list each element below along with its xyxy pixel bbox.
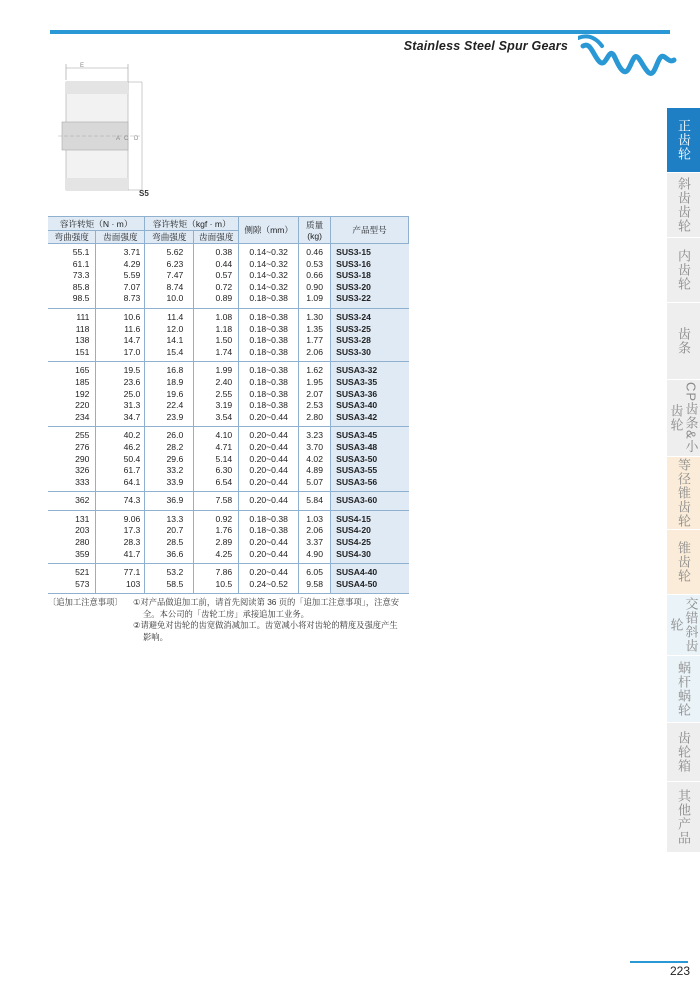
table-cell: 23.6 — [96, 377, 145, 389]
table-row — [48, 537, 409, 549]
gear-logo-icon — [578, 30, 678, 86]
table-row — [48, 442, 409, 454]
model-cell: SUSA3-42 — [331, 412, 409, 427]
table-cell: 1.95 — [299, 377, 331, 389]
model-cell: SUS4-20 — [331, 525, 409, 537]
table-cell: 1.62 — [299, 362, 331, 377]
table-cell: 203 — [75, 525, 90, 536]
table-cell: 4.29 — [96, 259, 145, 271]
table-row — [48, 335, 409, 347]
table-cell: 17.0 — [96, 347, 145, 362]
table-group — [48, 362, 409, 427]
side-tab-8[interactable] — [667, 656, 700, 723]
table-cell: 28.3 — [96, 537, 145, 549]
side-tab-1[interactable] — [667, 173, 700, 238]
table-cell: 2.80 — [299, 412, 331, 427]
table-row — [48, 454, 409, 466]
table-cell: 0.14~0.32 — [239, 244, 299, 259]
table-cell: 0.18~0.38 — [239, 362, 299, 377]
header-backlash: 侧隙（mm） — [239, 217, 299, 244]
table-cell: 276 — [75, 441, 90, 452]
table-cell: 98.5 — [72, 293, 90, 304]
table-cell: 74.3 — [96, 492, 145, 511]
table-cell: 3.37 — [299, 537, 331, 549]
model-cell: SUSA3-45 — [331, 427, 409, 442]
table-cell: 8.73 — [96, 293, 145, 308]
table-cell: 14.7 — [96, 335, 145, 347]
table-cell: 0.20~0.44 — [239, 465, 299, 477]
table-cell: 5.84 — [299, 492, 331, 511]
table-cell: 573 — [75, 578, 90, 589]
table-cell: 29.6 — [145, 454, 194, 466]
note-2-line-2: 影响。 — [143, 631, 168, 642]
table-row — [48, 389, 409, 401]
table-cell: 1.03 — [299, 510, 331, 525]
model-cell: SUSA3-55 — [331, 465, 409, 477]
header-surface-kgfm: 齿面强度 — [194, 231, 239, 244]
table-cell: 0.20~0.44 — [239, 477, 299, 492]
table-cell: 15.4 — [145, 347, 194, 362]
table-cell: 359 — [75, 548, 90, 559]
table-cell: 0.20~0.44 — [239, 442, 299, 454]
table-cell: 61.7 — [96, 465, 145, 477]
table-cell: 1.35 — [299, 324, 331, 336]
table-cell: 255 — [75, 430, 90, 441]
table-cell: 290 — [75, 453, 90, 464]
header-torque-nm: 容许转矩（N · m） — [48, 217, 145, 231]
table-cell: 1.77 — [299, 335, 331, 347]
table-cell: 118 — [75, 323, 90, 334]
table-cell: 165 — [75, 365, 90, 376]
side-tab-label: 斜齿齿轮 — [676, 177, 691, 233]
table-cell: 11.6 — [96, 324, 145, 336]
table-cell: 0.20~0.44 — [239, 454, 299, 466]
table-group — [48, 510, 409, 563]
table-cell: 1.50 — [194, 335, 239, 347]
side-tab-6[interactable] — [667, 530, 700, 595]
table-cell: 2.06 — [299, 347, 331, 362]
model-cell: SUS4-30 — [331, 549, 409, 564]
table-cell: 20.7 — [145, 525, 194, 537]
table-cell: 5.59 — [96, 270, 145, 282]
table-group — [48, 308, 409, 361]
model-cell: SUS3-25 — [331, 324, 409, 336]
table-cell: 0.46 — [299, 244, 331, 259]
table-cell: 7.07 — [96, 282, 145, 294]
table-cell: 17.3 — [96, 525, 145, 537]
table-cell: 61.1 — [72, 258, 90, 269]
table-cell: 50.4 — [96, 454, 145, 466]
table-cell: 2.40 — [194, 377, 239, 389]
table-cell: 220 — [75, 400, 90, 411]
table-cell: 138 — [75, 335, 90, 346]
model-cell: SUS3-16 — [331, 259, 409, 271]
table-cell: 0.38 — [194, 244, 239, 259]
table-cell: 5.14 — [194, 454, 239, 466]
model-cell: SUSA3-40 — [331, 400, 409, 412]
table-group — [48, 564, 409, 594]
header-torque-kgfm: 容许转矩（kgf · m） — [145, 217, 239, 231]
table-cell: 0.44 — [194, 259, 239, 271]
spec-table — [48, 216, 409, 594]
side-tab-0[interactable] — [667, 108, 700, 173]
table-cell: 0.20~0.44 — [239, 549, 299, 564]
table-cell: 0.90 — [299, 282, 331, 294]
model-cell: SUSA3-36 — [331, 389, 409, 401]
table-cell: 0.72 — [194, 282, 239, 294]
table-cell: 3.23 — [299, 427, 331, 442]
model-cell: SUS4-15 — [331, 510, 409, 525]
table-cell: 6.23 — [145, 259, 194, 271]
side-tab-label: 锥齿轮 — [676, 541, 691, 583]
table-cell: 185 — [75, 376, 90, 387]
table-cell: 1.18 — [194, 324, 239, 336]
table-cell: 521 — [75, 567, 90, 578]
table-cell: 4.89 — [299, 465, 331, 477]
table-cell: 13.3 — [145, 510, 194, 525]
dim-label-d: D — [134, 136, 139, 142]
table-cell: 0.53 — [299, 259, 331, 271]
table-cell: 280 — [75, 537, 90, 548]
model-cell: SUS3-22 — [331, 293, 409, 308]
side-tab-label: 蜗杆蜗轮 — [676, 661, 691, 717]
gear-drawing — [58, 60, 168, 200]
side-tab-label: 其他产品 — [676, 789, 691, 845]
model-cell: SUS3-24 — [331, 308, 409, 323]
model-cell: SUS3-30 — [331, 347, 409, 362]
table-row — [48, 400, 409, 412]
table-cell: 28.5 — [145, 537, 194, 549]
table-cell: 3.19 — [194, 400, 239, 412]
header-surface-nm: 齿面强度 — [96, 231, 145, 244]
table-cell: 36.6 — [145, 549, 194, 564]
table-row — [48, 244, 409, 259]
table-cell: 362 — [75, 495, 90, 506]
note-1-line-2: 全。本公司的「齿轮工房」承接追加工业务。 — [143, 608, 309, 619]
table-cell: 3.70 — [299, 442, 331, 454]
table-cell: 7.58 — [194, 492, 239, 511]
table-cell: 111 — [76, 311, 90, 322]
page-title: Stainless Steel Spur Gears — [403, 39, 568, 53]
table-row — [48, 549, 409, 564]
table-cell: 5.62 — [145, 244, 194, 259]
table-cell: 11.4 — [145, 308, 194, 323]
table-cell: 26.0 — [145, 427, 194, 442]
page-number: 223 — [669, 964, 690, 978]
table-cell: 192 — [75, 388, 90, 399]
table-cell: 73.3 — [72, 270, 90, 281]
table-cell: 14.1 — [145, 335, 194, 347]
table-cell: 1.76 — [194, 525, 239, 537]
table-cell: 2.55 — [194, 389, 239, 401]
side-nav — [667, 108, 700, 853]
table-cell: 55.1 — [72, 247, 90, 257]
table-cell: 0.89 — [194, 293, 239, 308]
table-cell: 7.86 — [194, 564, 239, 579]
table-cell: 0.20~0.44 — [239, 537, 299, 549]
table-row — [48, 282, 409, 294]
table-cell: 41.7 — [96, 549, 145, 564]
table-cell: 0.66 — [299, 270, 331, 282]
table-row — [48, 293, 409, 308]
table-cell: 326 — [75, 465, 90, 476]
table-row — [48, 477, 409, 492]
model-cell: SUS4-25 — [331, 537, 409, 549]
side-tab-5[interactable] — [667, 457, 700, 530]
table-row — [48, 324, 409, 336]
table-cell: 6.30 — [194, 465, 239, 477]
table-cell: 0.20~0.44 — [239, 492, 299, 511]
table-cell: 0.18~0.38 — [239, 400, 299, 412]
note-1-line-1: ①对产品做追加工前，请首先阅读第 36 页的「追加工注意事项」，注意安 — [133, 597, 400, 607]
table-row — [48, 362, 409, 377]
model-cell: SUS3-15 — [331, 244, 409, 259]
table-cell: 1.30 — [299, 308, 331, 323]
header-model: 产品型号 — [331, 217, 409, 244]
side-tab-3[interactable] — [667, 303, 700, 380]
side-tab-label: 交错斜齿轮 — [668, 597, 699, 653]
dim-label-c: C — [124, 136, 129, 142]
table-cell: 2.53 — [299, 400, 331, 412]
table-row — [48, 377, 409, 389]
table-cell: 103 — [96, 579, 145, 594]
table-cell: 4.02 — [299, 454, 331, 466]
table-cell: 0.14~0.32 — [239, 270, 299, 282]
side-tab-label: 内齿轮 — [676, 249, 691, 291]
table-cell: 0.18~0.38 — [239, 525, 299, 537]
side-tab-9[interactable] — [667, 723, 700, 782]
model-cell: SUS3-18 — [331, 270, 409, 282]
header-bending-nm: 弯曲强度 — [48, 231, 96, 244]
table-cell: 6.05 — [299, 564, 331, 579]
side-tab-2[interactable] — [667, 238, 700, 303]
table-cell: 46.2 — [96, 442, 145, 454]
table-cell: 77.1 — [96, 564, 145, 579]
table-row — [48, 347, 409, 362]
model-cell: SUS3-28 — [331, 335, 409, 347]
model-cell: SUSA3-50 — [331, 454, 409, 466]
model-cell: SUSA3-60 — [331, 492, 409, 511]
side-tab-label: 等径锥齿轮 — [676, 458, 691, 528]
footer-rule — [630, 961, 688, 963]
table-cell: 2.07 — [299, 389, 331, 401]
notes-label: 〔追加工注意事项〕 — [48, 597, 123, 607]
table-group — [48, 244, 409, 309]
note-2-line-1: ②请避免对齿轮的齿宽做消减加工。齿宽减小将对齿轮的精度及强度产生 — [133, 620, 398, 630]
table-cell: 0.20~0.44 — [239, 412, 299, 427]
table-cell: 2.89 — [194, 537, 239, 549]
table-cell: 0.18~0.38 — [239, 335, 299, 347]
side-tab-4[interactable] — [667, 380, 700, 457]
table-cell: 18.9 — [145, 377, 194, 389]
table-row — [48, 308, 409, 323]
table-cell: 6.54 — [194, 477, 239, 492]
header-rule — [50, 30, 670, 34]
table-cell: 0.18~0.38 — [239, 347, 299, 362]
table-cell: 9.58 — [299, 579, 331, 594]
table-cell: 4.71 — [194, 442, 239, 454]
table-cell: 4.90 — [299, 549, 331, 564]
table-row — [48, 564, 409, 579]
table-cell: 4.25 — [194, 549, 239, 564]
side-tab-label: CP齿条&小齿轮 — [668, 382, 699, 454]
table-cell: 151 — [75, 346, 90, 357]
table-row — [48, 510, 409, 525]
table-cell: 0.14~0.32 — [239, 259, 299, 271]
model-cell: SUSA4-50 — [331, 579, 409, 594]
table-cell: 85.8 — [72, 281, 90, 292]
side-tab-label: 齿条 — [676, 327, 691, 355]
table-cell: 0.20~0.44 — [239, 427, 299, 442]
table-row — [48, 465, 409, 477]
table-cell: 64.1 — [96, 477, 145, 492]
table-cell: 0.18~0.38 — [239, 377, 299, 389]
table-cell: 34.7 — [96, 412, 145, 427]
table-cell: 10.6 — [96, 308, 145, 323]
side-tab-7[interactable] — [667, 595, 700, 656]
table-cell: 0.24~0.52 — [239, 579, 299, 594]
table-row — [48, 259, 409, 271]
dim-label-e: E — [80, 63, 85, 69]
table-cell: 333 — [75, 476, 90, 487]
table-cell: 36.9 — [145, 492, 194, 511]
table-cell: 28.2 — [145, 442, 194, 454]
table-cell: 1.09 — [299, 293, 331, 308]
header-mass: 质量 (kg) — [299, 217, 331, 244]
table-cell: 0.14~0.32 — [239, 282, 299, 294]
table-cell: 0.92 — [194, 510, 239, 525]
model-cell: SUS3-20 — [331, 282, 409, 294]
table-cell: 0.18~0.38 — [239, 510, 299, 525]
table-cell: 0.18~0.38 — [239, 324, 299, 336]
model-cell: SUSA3-48 — [331, 442, 409, 454]
table-cell: 1.74 — [194, 347, 239, 362]
table-cell: 1.99 — [194, 362, 239, 377]
table-cell: 16.8 — [145, 362, 194, 377]
table-cell: 23.9 — [145, 412, 194, 427]
table-cell: 53.2 — [145, 564, 194, 579]
model-cell: SUSA3-32 — [331, 362, 409, 377]
table-row — [48, 492, 409, 511]
table-row — [48, 579, 409, 594]
side-tab-label: 正齿轮 — [676, 119, 691, 161]
table-cell: 0.57 — [194, 270, 239, 282]
table-cell: 12.0 — [145, 324, 194, 336]
table-cell: 7.47 — [145, 270, 194, 282]
table-cell: 2.06 — [299, 525, 331, 537]
table-group — [48, 427, 409, 492]
table-cell: 8.74 — [145, 282, 194, 294]
table-cell: 10.5 — [194, 579, 239, 594]
table-cell: 5.07 — [299, 477, 331, 492]
table-cell: 22.4 — [145, 400, 194, 412]
table-row — [48, 412, 409, 427]
table-cell: 3.71 — [96, 244, 145, 259]
header-bending-kgfm: 弯曲强度 — [145, 231, 194, 244]
table-cell: 4.10 — [194, 427, 239, 442]
table-cell: 33.9 — [145, 477, 194, 492]
table-cell: 234 — [75, 411, 90, 422]
dim-label-a: A — [116, 136, 121, 142]
table-cell: 40.2 — [96, 427, 145, 442]
table-cell: 19.5 — [96, 362, 145, 377]
table-cell: 10.0 — [145, 293, 194, 308]
table-cell: 33.2 — [145, 465, 194, 477]
table-cell: 25.0 — [96, 389, 145, 401]
material-label: S5 — [139, 189, 149, 198]
table-cell: 1.08 — [194, 308, 239, 323]
model-cell: SUSA3-35 — [331, 377, 409, 389]
side-tab-10[interactable] — [667, 782, 700, 853]
table-cell: 9.06 — [96, 510, 145, 525]
table-cell: 0.18~0.38 — [239, 389, 299, 401]
table-row — [48, 270, 409, 282]
table-cell: 58.5 — [145, 579, 194, 594]
side-tab-label: 齿轮箱 — [676, 731, 691, 773]
table-cell: 0.18~0.38 — [239, 293, 299, 308]
table-cell: 3.54 — [194, 412, 239, 427]
table-cell: 0.18~0.38 — [239, 308, 299, 323]
model-cell: SUSA3-56 — [331, 477, 409, 492]
table-cell: 19.6 — [145, 389, 194, 401]
table-cell: 31.3 — [96, 400, 145, 412]
model-cell: SUSA4-40 — [331, 564, 409, 579]
table-cell: 0.20~0.44 — [239, 564, 299, 579]
table-cell: 131 — [75, 513, 90, 524]
table-group — [48, 492, 409, 511]
table-row — [48, 427, 409, 442]
table-row — [48, 525, 409, 537]
